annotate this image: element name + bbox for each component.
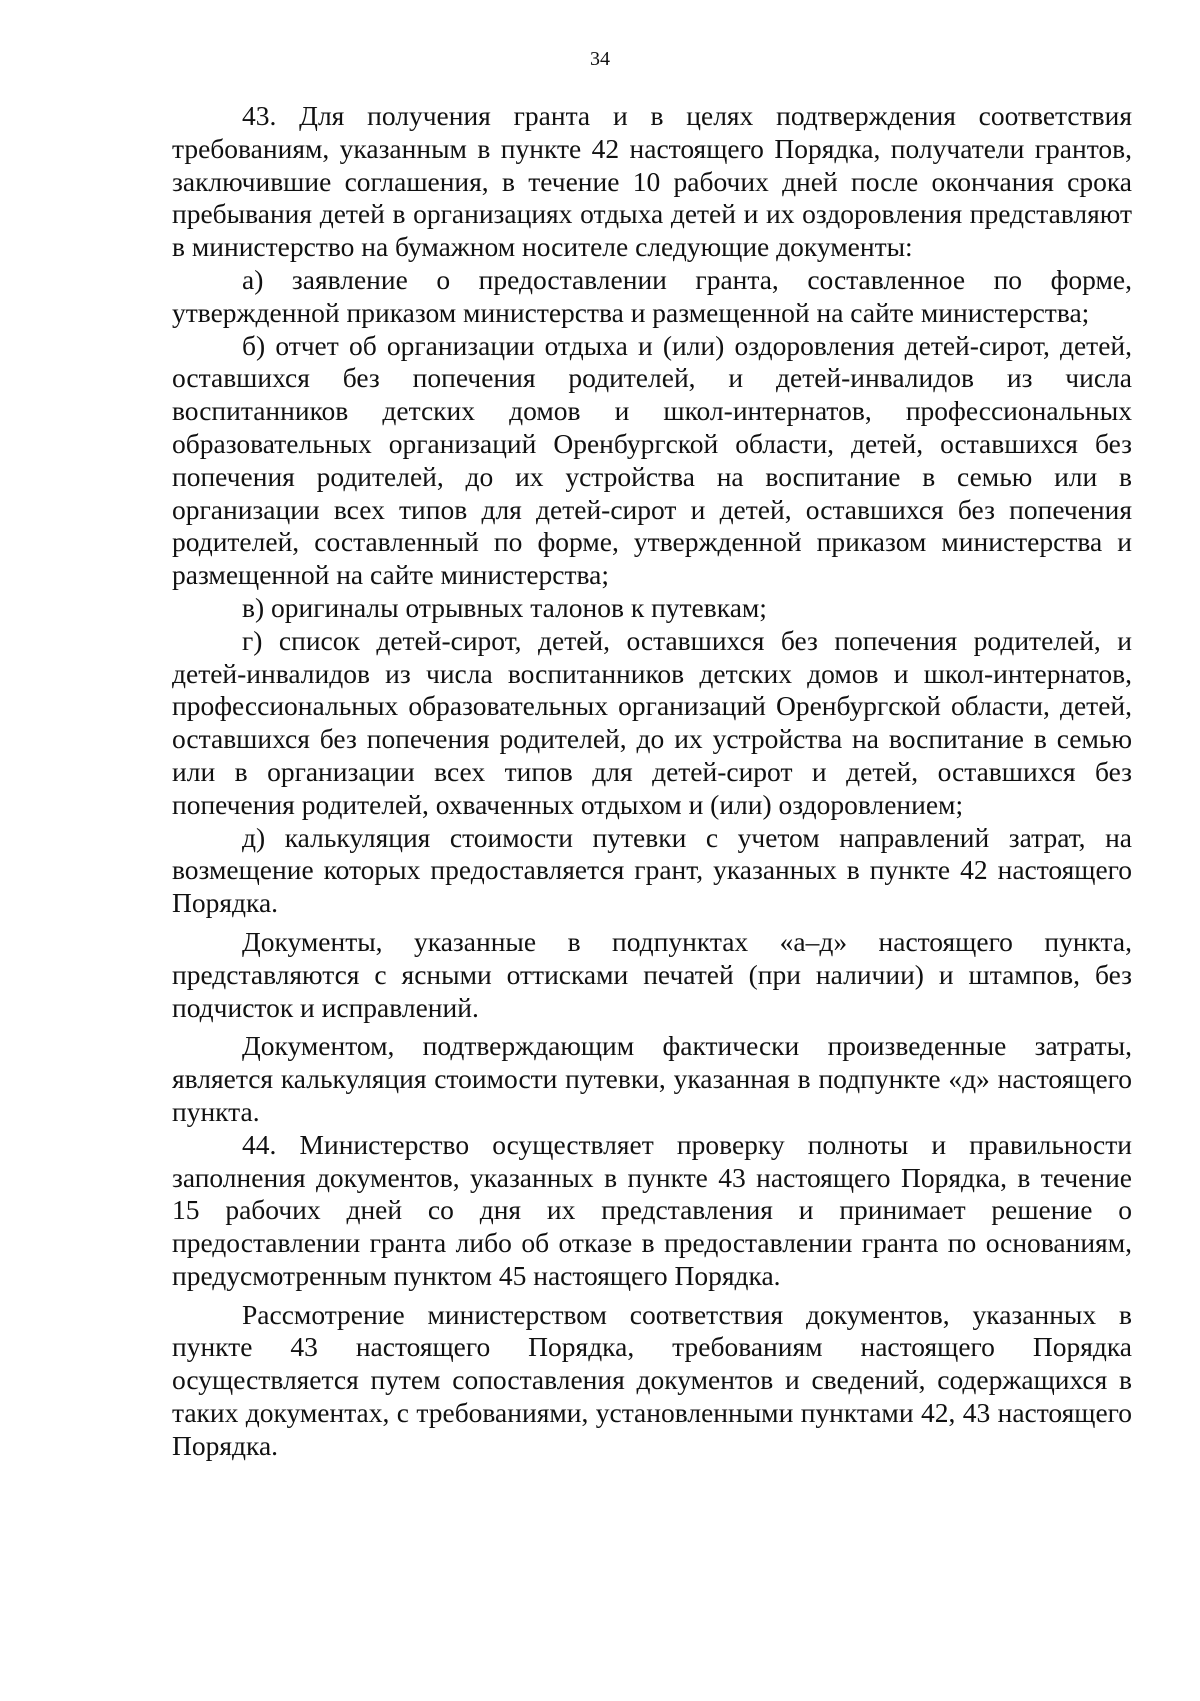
paragraph-43-intro: 43. Для получения гранта и в целях подтверждения соответствия требованиям, указанным в пункте 42 настоящего Порядка, получатели грантов, заключившие соглашения, в течение 10 рабочих дней после окончания срока пребывания детей в организациях отдыха детей и их оздоровления представляют в министерство на бумажном носителе следующие документы: xyxy=(172,100,1132,263)
paragraph-item-v: в) оригиналы отрывных талонов к путевкам; xyxy=(242,591,767,623)
paragraph-documents-requirements: Документы, указанные в подпунктах «а–д» настоящего пункта, представляются с ясными оттисками печатей (при наличии) и штампов, без подчисток и исправлений. xyxy=(172,925,1132,1023)
paragraph-review: Рассмотрение министерством соответствия документов, указанных в пункте 43 настоящего Порядка, требованиям настоящего Порядка осуществляется путем сопоставления документов и сведений, содержащихся в таких документах, с требованиями, установленными пунктами 42, 43 настоящего Порядка. xyxy=(172,1298,1132,1461)
paragraph-item-b: б) отчет об организации отдыха и (или) оздоровления детей-сирот, детей, оставшихся без попечения родителей, и детей-инвалидов из числа воспитанников детских домов и школ-интернатов, профессиональных образовательных организаций Оренбургской области, детей, оставшихся без попечения родителей, до их устройства на воспитание в семью или в организации всех типов для детей-сирот и детей, оставшихся без попечения родителей, составленный по форме, утвержденной приказом министерства и размещенной на сайте министерства; xyxy=(172,329,1132,591)
paragraph-44: 44. Министерство осуществляет проверку полноты и правильности заполнения документов, указанных в пункте 43 настоящего Порядка, в течение 15 рабочих дней со дня их представления и принимает решение о предоставлении гранта либо об отказе в предоставлении гранта по основаниям, предусмотренным пунктом 45 настоящего Порядка. xyxy=(172,1128,1132,1291)
page-number: 34 xyxy=(590,48,610,70)
paragraph-confirming-document: Документом, подтверждающим фактически произведенные затраты, является калькуляция стоимости путевки, указанная в подпункте «д» настоящего пункта. xyxy=(172,1030,1132,1127)
paragraph-item-a: а) заявление о предоставлении гранта, составленное по форме, утвержденной приказом министерства и размещенной на сайте министерства; xyxy=(172,263,1132,328)
paragraph-item-d: д) калькуляция стоимости путевки с учетом направлений затрат, на возмещение которых предоставляется грант, указанных в пункте 42 настоящего Порядка. xyxy=(172,821,1132,919)
document-body xyxy=(172,100,1132,1463)
paragraph-item-g: г) список детей-сирот, детей, оставшихся без попечения родителей, и детей-инвалидов из числа воспитанников детских домов и школ-интернатов, профессиональных образовательных организаций Оренбургской области, детей, оставшихся без попечения родителей, до их устройства на воспитание в семью или в организации всех типов для детей-сирот и детей, оставшихся без попечения родителей, охваченных отдыхом и (или) оздоровлением; xyxy=(172,624,1132,820)
